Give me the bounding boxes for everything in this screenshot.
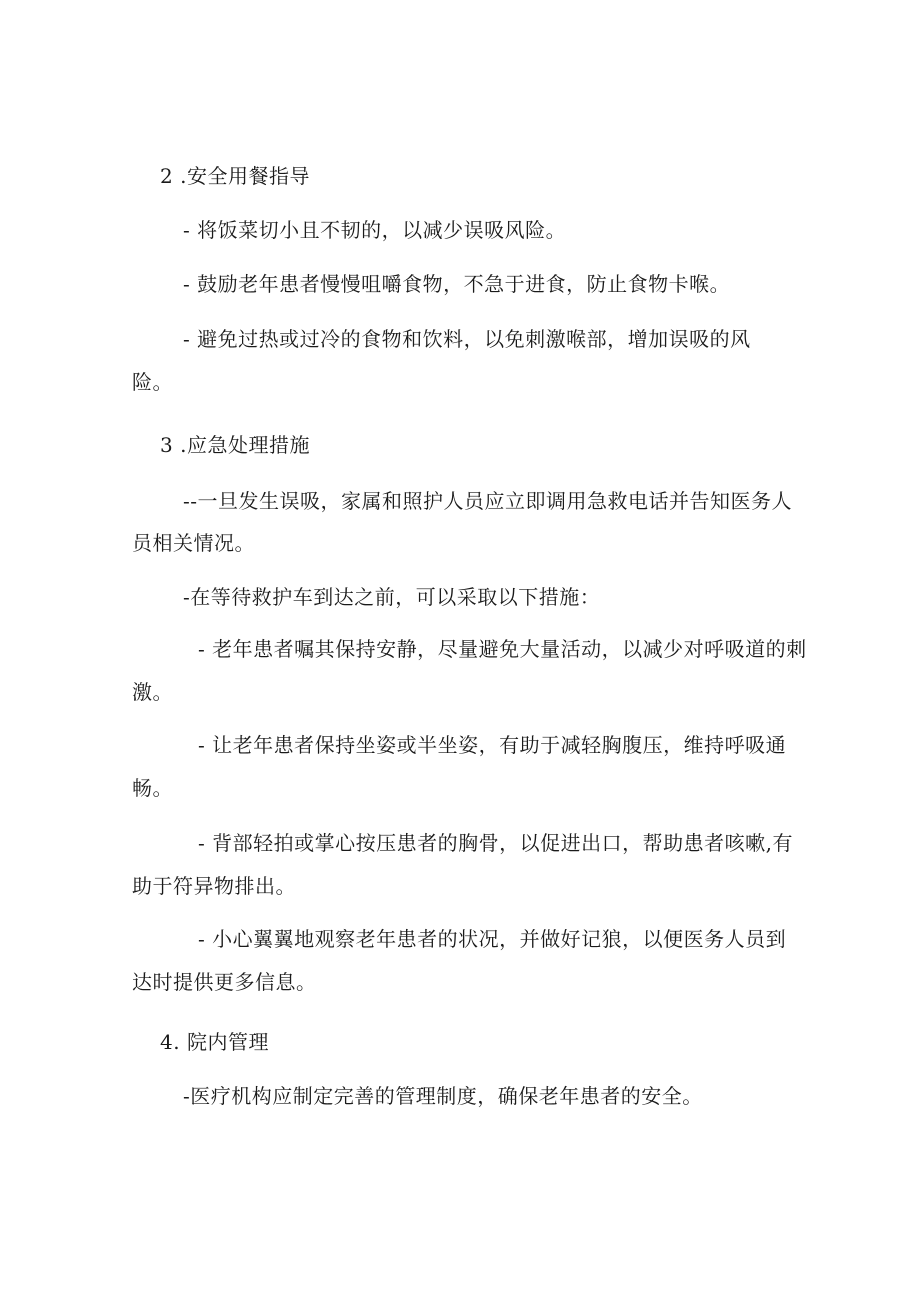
bullet-line: - 避免过热或过冷的食物和饮料，以免刺激喉部，增加误吸的风 [183, 327, 751, 351]
sub-bullet-line: - 让老年患者保持坐姿或半坐姿，有助于减轻胸腹压，维持呼吸通 [198, 733, 787, 757]
bullet-line-wrap: 险。 [132, 370, 173, 394]
sub-bullet-line-wrap: 激。 [132, 680, 173, 704]
sub-bullet-line: - 老年患者嘱其保持安静，尽量避免大量活动，以减少对呼吸道的刺 [198, 637, 807, 661]
bullet-line: - 将饭菜切小且不韧的，以减少误吸风险。 [183, 218, 567, 242]
bullet-line: -在等待救护车到达之前，可以采取以下措施： [183, 585, 601, 609]
sub-bullet-line: - 背部轻拍或掌心按压患者的胸骨，以促进出口，帮助患者咳嗽,有 [198, 831, 793, 855]
sub-bullet-line: - 小心翼翼地观察老年患者的状况，并做好记狼，以便医务人员到 [198, 927, 787, 951]
section-heading-safe-dining: 2 .安全用餐指导 [160, 164, 310, 188]
section-heading-emergency: 3 .应急处理措施 [160, 433, 310, 457]
sub-bullet-line-wrap: 达时提供更多信息。 [132, 970, 317, 994]
sub-bullet-line-wrap: 助于符异物排出。 [132, 874, 296, 898]
section-heading-hospital-management: 4. 院内管理 [160, 1030, 269, 1054]
bullet-line: - 鼓励老年患者慢慢咀嚼食物，不急于进食，防止食物卡喉。 [183, 272, 731, 296]
sub-bullet-line-wrap: 畅。 [132, 776, 173, 800]
bullet-line: -医疗机构应制定完善的管理制度，确保老年患者的安全。 [183, 1084, 703, 1108]
bullet-line-wrap: 员相关情况。 [132, 531, 255, 555]
bullet-line: --一旦发生误吸，家属和照护人员应立即调用急救电话并告知医务人 [183, 489, 793, 513]
